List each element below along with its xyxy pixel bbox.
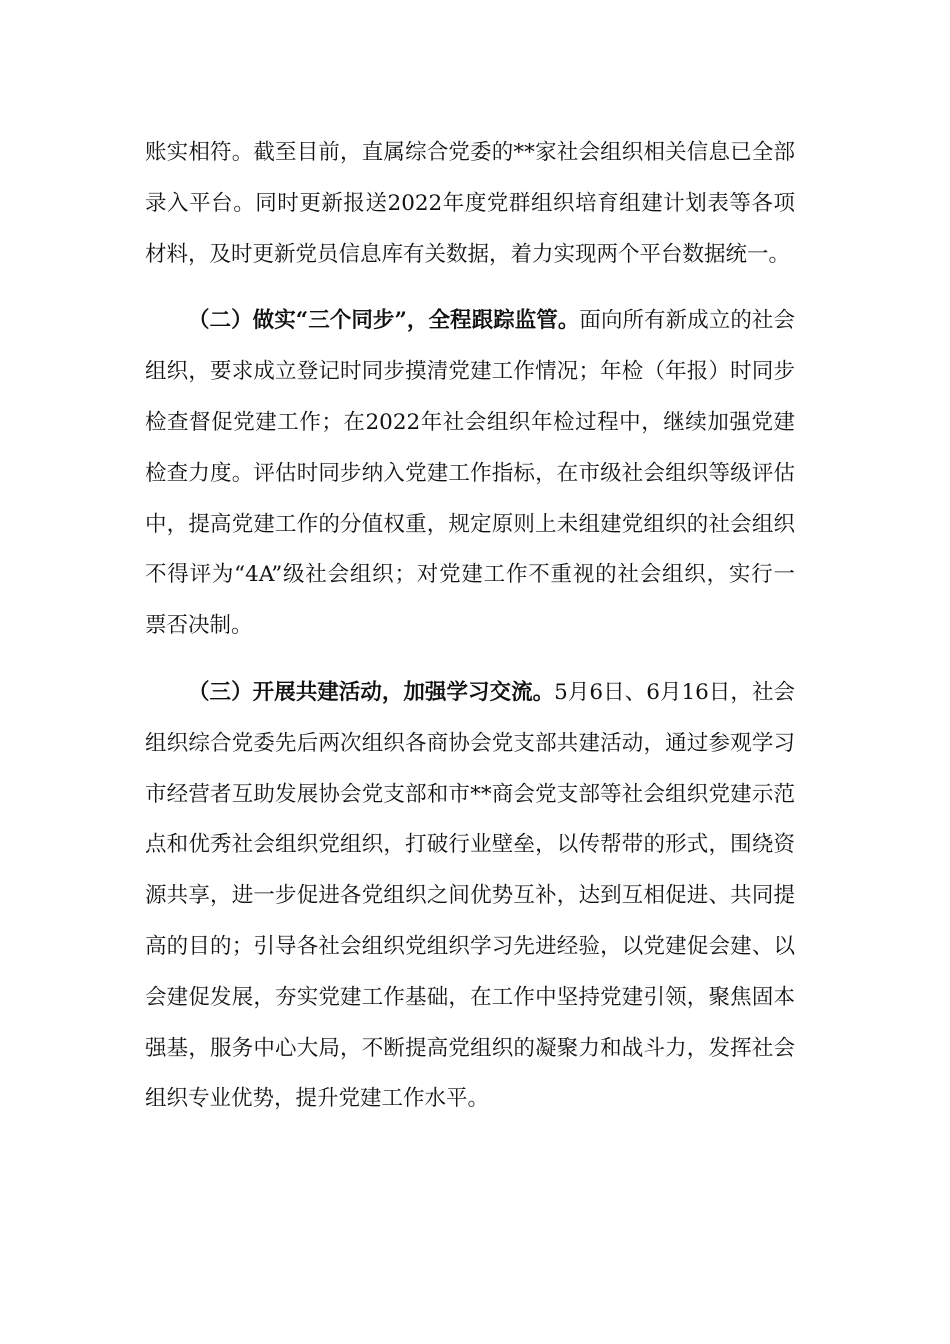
paragraph-section-two <box>145 296 795 652</box>
section-heading: （二）做实“三个同步”，全程跟踪监管。 <box>188 308 580 334</box>
document-page <box>145 128 795 1125</box>
paragraph-section-three <box>145 668 795 1125</box>
paragraph-body: 账实相符。截至目前，直属综合党委的**家社会组织相关信息已全部录入平台。同时更新报送2022年度党群组织培育组建计划表等各项材料，及时更新党员信息库有关数据，着力实现两个平台数据统一。 <box>145 140 795 267</box>
paragraph-body: 面向所有新成立的社会组织，要求成立登记时同步摸清党建工作情况；年检（年报）时同步检查督促党建工作；在2022年社会组织年检过程中，继续加强党建检查力度。评估时同步纳入党建工作指标，在市级社会组织等级评估中，提高党建工作的分值权重，规定原则上未组建党组织的社会组织不得评为“4A”级社会组织；对党建工作不重视的社会组织，实行一票否决制。 <box>145 308 795 639</box>
paragraph-body: 5月6日、6月16日，社会组织综合党委先后两次组织各商协会党支部共建活动，通过参观学习市经营者互助发展协会党支部和市**商会党支部等社会组织党建示范点和优秀社会组织党组织，打破行业壁垒，以传帮带的形式，围绕资源共享，进一步促进各党组织之间优势互补，达到互相促进、共同提高的目的；引导各社会组织党组织学习先进经验，以党建促会建、以会建促发展，夯实党建工作基础，在工作中坚持党建引领，聚焦固本强基，服务中心大局，不断提高党组织的凝聚力和战斗力，发挥社会组织专业优势，提升党建工作水平。 <box>145 679 795 1112</box>
paragraph-continuation <box>145 128 795 280</box>
section-heading: （三）开展共建活动，加强学习交流。 <box>188 679 555 705</box>
